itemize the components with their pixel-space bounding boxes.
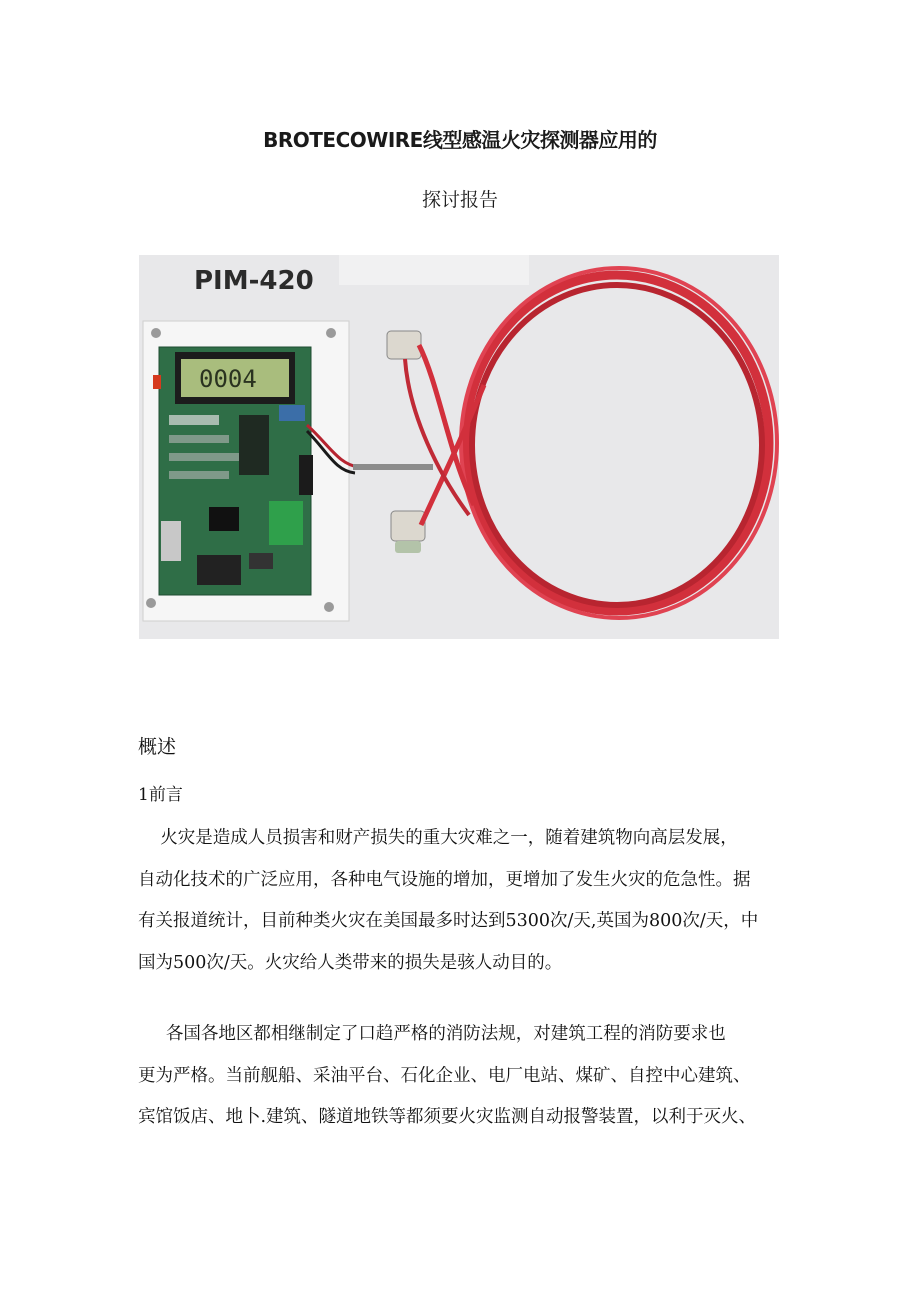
paragraph-line: 火灾是造成人员损害和财产损失的重大灾难之一，随着建筑物向高层发展， xyxy=(138,828,738,848)
paragraph-regulations xyxy=(138,1014,788,1139)
lcd-reading: 0004 xyxy=(199,365,257,393)
paragraph-line: 自动化技术的广泛应用，各种电气设施的增加，更增加了发生火灾的危急性。据 xyxy=(138,869,751,890)
subsection-heading: 1前言 xyxy=(138,785,183,805)
paragraph-intro xyxy=(138,818,788,984)
document-subtitle: 探讨报告 xyxy=(421,189,498,211)
panel-label: PIM-420 xyxy=(194,266,314,296)
paragraph-line: 国为500次/天。火灾给人类带来的损失是骇人动目的。 xyxy=(138,952,563,973)
section-heading: 概述 xyxy=(138,736,177,758)
paragraph-line: 宾馆饭店、地卜.建筑、隧道地铁等都须要火灾监测自动报警装置，以利于灭火、 xyxy=(138,1107,757,1128)
product-photo xyxy=(139,255,779,639)
paragraph-line: 各国各地区都相继制定了口趋严格的消防法规，对建筑工程的消防要求也 xyxy=(138,1024,726,1044)
paragraph-line: 有关报道统计，目前种类火灾在美国最多时达到5300次/天,英国为800次/天，中 xyxy=(138,911,759,932)
circuit-board xyxy=(153,347,313,595)
document-title: BROTECOWIRE线型感温火灾探测器应用的 xyxy=(263,128,657,152)
paragraph-line: 更为严格。当前舰船、采油平台、石化企业、电厂电站、煤矿、自控中心建筑、 xyxy=(138,1065,751,1086)
